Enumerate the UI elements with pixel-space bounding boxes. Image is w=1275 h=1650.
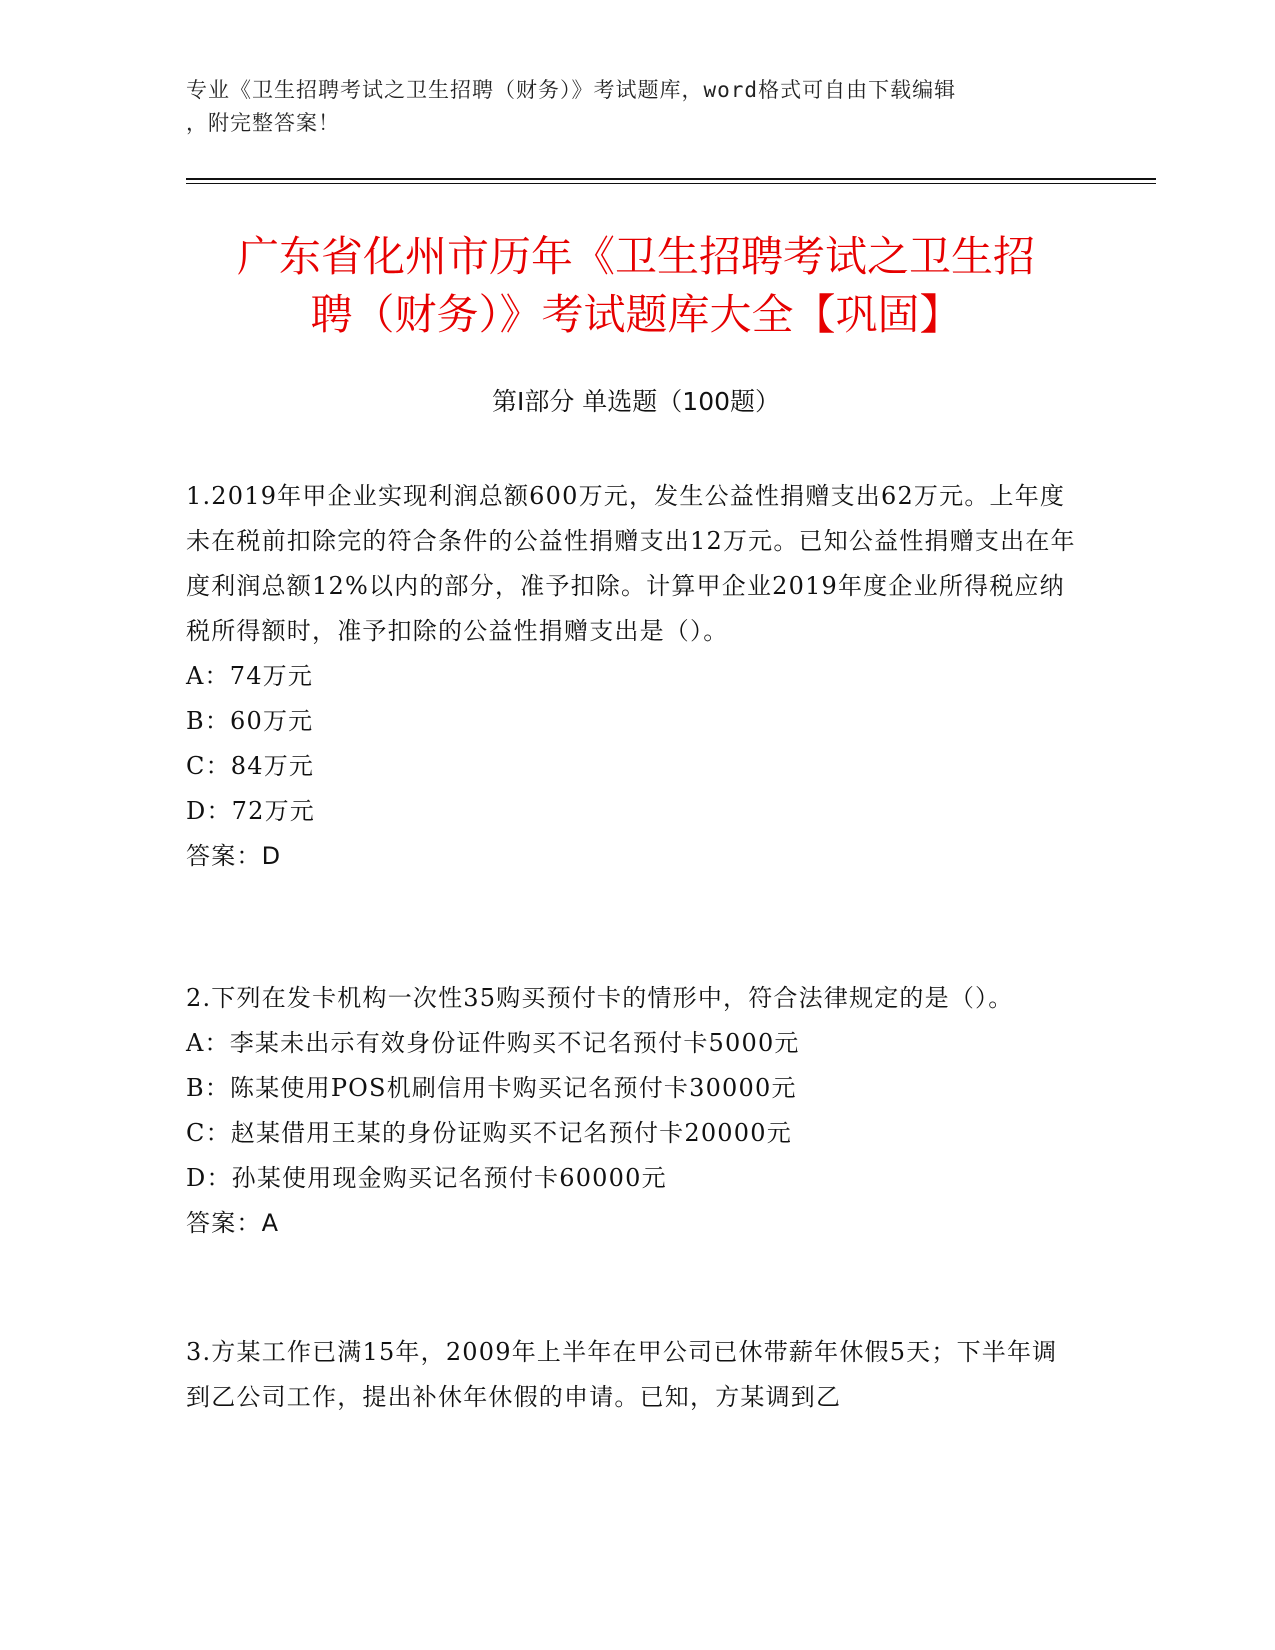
document-title [186,228,1086,344]
header-note [186,74,1066,140]
document-title-line2: 聘（财务）》考试题库大全【巩固】 [310,290,962,339]
header-divider-thin [186,183,1156,184]
option-b: B：60万元 [186,707,314,735]
section-title: 第Ⅰ部分 单选题（100题） [491,387,781,416]
question-2 [186,976,1076,1246]
header-note-line2: ，附完整答案！ [186,111,340,135]
question-stem: 1.2019年甲企业实现利润总额600万元，发生公益性捐赠支出62万元。上年度未在税前扣除完的符合条件的公益性捐赠支出12万元。已知公益性捐赠支出在年度利润总额12%以内的部分，准予扣除。计算甲企业2019年度企业所得税应纳税所得额时，准予扣除的公益性捐赠支出是（）。 [186,482,1076,645]
question-stem: 2.下列在发卡机构一次性35购买预付卡的情形中，符合法律规定的是（）。 [186,984,1014,1012]
option-a: A：李某未出示有效身份证件购买不记名预付卡5000元 [186,1029,800,1057]
option-c: C：赵某借用王某的身份证购买不记名预付卡20000元 [186,1119,792,1147]
answer: 答案：A [186,1209,280,1237]
option-d: D：72万元 [186,797,315,825]
question-3 [186,1330,1076,1420]
question-stem: 3.方某工作已满15年，2009年上半年在甲公司已休带薪年休假5天；下半年调到乙公司工作，提出补休年休假的申请。已知，方某调到乙 [186,1338,1058,1411]
document-title-line1: 广东省化州市历年《卫生招聘考试之卫生招 [236,232,1035,281]
question-1 [186,474,1076,879]
option-c: C：84万元 [186,752,315,780]
header-note-line1: 专业《卫生招聘考试之卫生招聘（财务）》考试题库，word格式可自由下载编辑 [186,78,957,102]
answer: 答案：D [186,842,282,870]
option-a: A：74万元 [186,662,314,690]
option-b: B：陈某使用POS机刷信用卡购买记名预付卡30000元 [186,1074,797,1102]
option-d: D：孙某使用现金购买记名预付卡60000元 [186,1164,667,1192]
header-divider-thick [186,178,1156,180]
